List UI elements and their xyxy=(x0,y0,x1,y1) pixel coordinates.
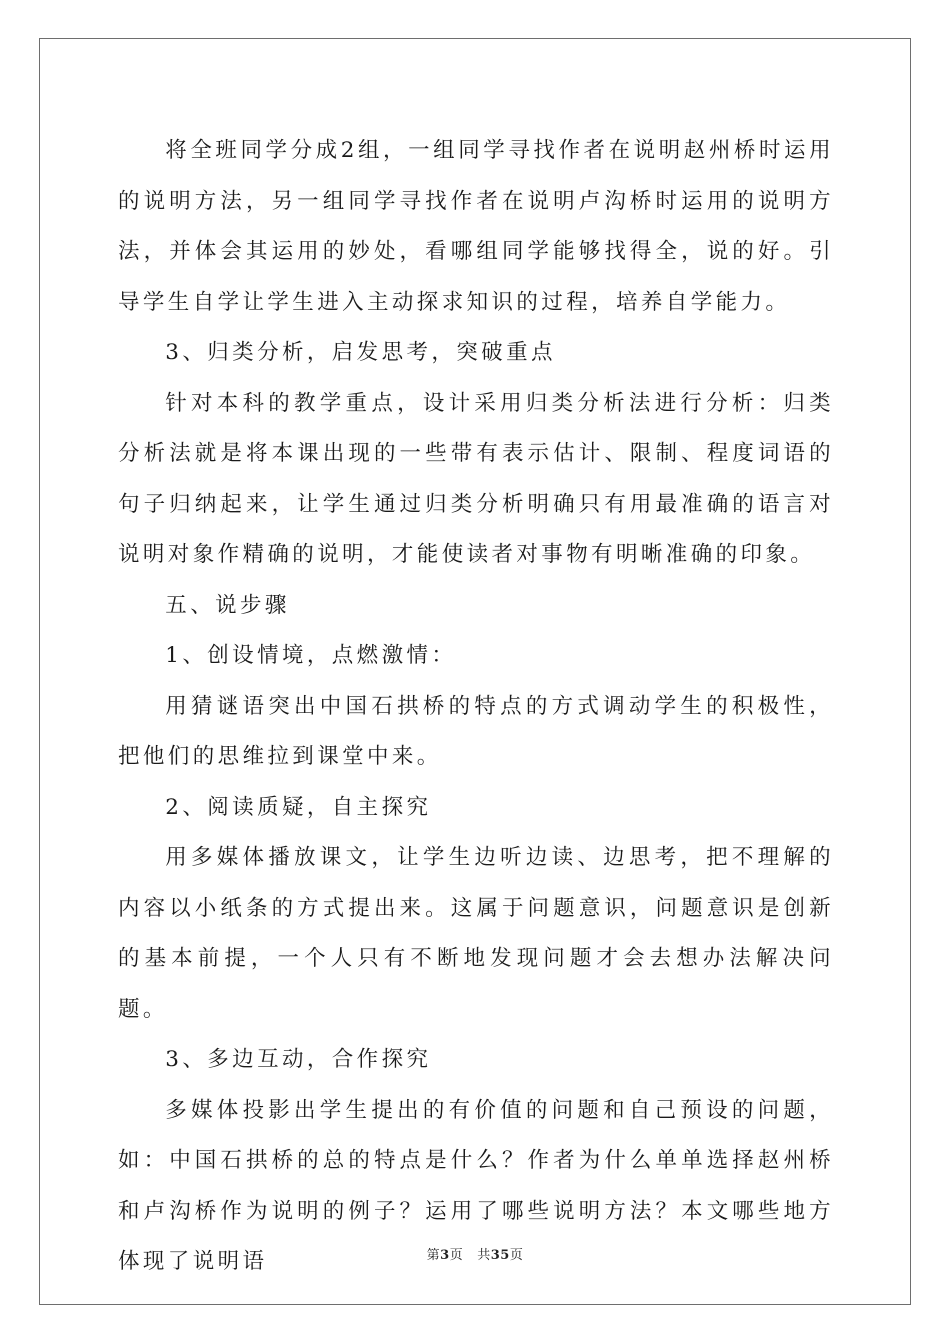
paragraph: 多媒体投影出学生提出的有价值的问题和自己预设的问题，如：中国石拱桥的总的特点是什么？作者为什么单单选择赵州桥和卢沟桥作为说明的例子？运用了哪些说明方法？本文哪些地方体现了说明语 xyxy=(118,1097,834,1274)
document-body xyxy=(118,126,834,1288)
total-prefix: 共 xyxy=(477,1248,491,1263)
paragraph: 用多媒体播放课文，让学生边听边读、边思考，把不理解的内容以小纸条的方式提出来。这属于问题意识，问题意识是创新的基本前提，一个人只有不断地发现问题才会去想办法解决问题。 xyxy=(118,845,834,1022)
section-heading: 五、说步骤 xyxy=(165,592,290,618)
page-footer xyxy=(0,1244,950,1263)
page-prefix: 第 xyxy=(426,1248,441,1263)
page-suffix: 页 xyxy=(449,1248,464,1263)
total-suffix: 页 xyxy=(509,1248,524,1263)
section-heading: 1、创设情境，点燃激情： xyxy=(165,643,457,668)
paragraph: 用猜谜语突出中国石拱桥的特点的方式调动学生的积极性，把他们的思维拉到课堂中来。 xyxy=(118,693,834,769)
paragraph: 针对本科的教学重点，设计采用归类分析法进行分析：归类分析法就是将本课出现的一些带有表示估计、限制、程度词语的句子归纳起来，让学生通过归类分析明确只有用最准确的语言对说明对象作精确的说明，才能使读者对事物有明晰准确的印象。 xyxy=(118,390,834,567)
paragraph: 将全班同学分成2组，一组同学寻找作者在说明赵州桥时运用的说明方法，另一组同学寻找作者在说明卢沟桥时运用的说明方法，并体会其运用的妙处，看哪组同学能够找得全，说的好。引导学生自学让学生进入主动探求知识的过程，培养自学能力。 xyxy=(118,138,834,315)
section-heading: 3、归类分析，启发思考，突破重点 xyxy=(165,340,556,365)
page-number: 3 xyxy=(440,1248,450,1263)
total-pages: 35 xyxy=(490,1248,510,1263)
section-heading: 3、多边互动，合作探究 xyxy=(165,1047,432,1072)
section-heading: 2、阅读质疑，自主探究 xyxy=(165,794,432,820)
